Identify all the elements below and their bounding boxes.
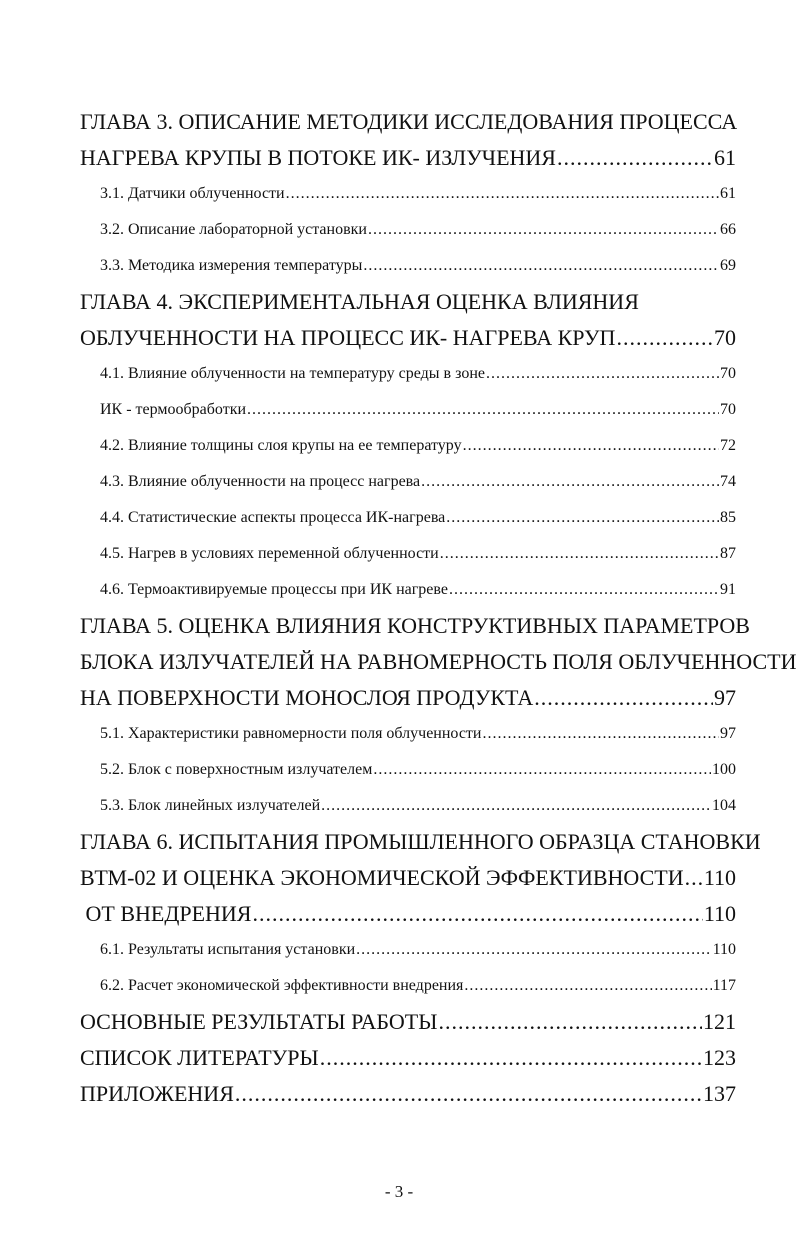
toc-entry[interactable] [80, 572, 736, 608]
toc-entry[interactable] [80, 500, 736, 536]
toc-entry-title: 6.1. Результаты испытания установки [100, 941, 356, 958]
dot-leader [421, 464, 719, 500]
toc-entry-title: ОСНОВНЫЕ РЕЗУЛЬТАТЫ РАБОТЫ [80, 1009, 438, 1034]
toc-entry-title: ОТ ВНЕДРЕНИЯ [80, 901, 252, 926]
toc-entry-title: ИК - термообработки [100, 401, 247, 418]
toc-page-number: 72 [720, 437, 736, 454]
dot-leader [534, 680, 713, 716]
dot-leader [463, 428, 719, 464]
toc-page-number: 70 [714, 325, 736, 350]
toc-entry[interactable] [80, 1040, 736, 1076]
toc-page-number: 110 [712, 941, 736, 958]
toc-page-number: 85 [720, 509, 736, 526]
toc-entry-title: 5.2. Блок с поверхностным излучателем [100, 761, 373, 778]
toc-entry[interactable] [80, 248, 736, 284]
dot-leader [286, 176, 719, 212]
toc-chapter-6-title [80, 824, 761, 860]
toc-entry[interactable] [80, 788, 736, 824]
toc-page-number: 91 [720, 581, 736, 598]
toc-page-number: 100 [712, 761, 736, 778]
dot-leader [446, 500, 719, 536]
toc-entry-title: ГЛАВА 5. ОЦЕНКА ВЛИЯНИЯ КОНСТРУКТИВНЫХ ПАРАМЕТРОВ [80, 613, 750, 638]
toc-entry[interactable] [80, 428, 736, 464]
dot-leader [557, 140, 713, 176]
toc-entry-title: 3.2. Описание лабораторной установки [100, 221, 367, 238]
dot-leader [440, 536, 719, 572]
dot-leader [368, 212, 719, 248]
toc-page-number: 70 [720, 401, 736, 418]
toc-page-number: 110 [703, 901, 736, 926]
toc-entry[interactable] [80, 176, 736, 212]
toc-entry-title: БЛОКА ИЗЛУЧАТЕЛЕЙ НА РАВНОМЕРНОСТЬ ПОЛЯ ОБЛУЧЕННОСТИ [80, 649, 797, 674]
toc-entry[interactable] [80, 320, 736, 356]
toc-entry[interactable] [80, 392, 736, 428]
toc-entry-title: 6.2. Расчет экономической эффективности внедрения [100, 977, 464, 994]
toc-entry-title: 5.3. Блок линейных излучателей [100, 797, 321, 814]
toc-page-number: 137 [703, 1081, 736, 1106]
dot-leader [685, 860, 703, 896]
toc-entry-title: ГЛАВА 6. ИСПЫТАНИЯ ПРОМЫШЛЕННОГО ОБРАЗЦА СТАНОВКИ [80, 829, 761, 854]
dot-leader [486, 356, 719, 392]
toc-entry-title: ВТМ-02 И ОЦЕНКА ЭКОНОМИЧЕСКОЙ ЭФФЕКТИВНОСТИ [80, 865, 684, 890]
dot-leader [252, 896, 702, 932]
toc-page-number: 97 [714, 685, 736, 710]
dot-leader [449, 572, 719, 608]
toc-entry[interactable] [80, 896, 736, 932]
toc-entry-title: 4.5. Нагрев в условиях переменной облученности [100, 545, 439, 562]
dot-leader [247, 392, 719, 428]
toc-entry[interactable] [80, 1004, 736, 1040]
toc-page-number: 121 [703, 1009, 736, 1034]
toc-page-number: 97 [720, 725, 736, 742]
dot-leader [356, 932, 711, 968]
dot-leader [464, 968, 711, 1004]
dot-leader [321, 788, 711, 824]
dot-leader [235, 1076, 702, 1112]
toc-page-number: 110 [703, 865, 736, 890]
toc-entry-title: 4.6. Термоактивируемые процессы при ИК нагреве [100, 581, 448, 598]
toc-chapter-4-title [80, 284, 736, 320]
toc-entry-title: 5.1. Характеристики равномерности поля облученности [100, 725, 482, 742]
toc-page-number: 74 [720, 473, 736, 490]
dot-leader [482, 716, 719, 752]
toc-entry[interactable] [80, 932, 736, 968]
toc-entry[interactable] [80, 968, 736, 1004]
dot-leader [373, 752, 711, 788]
toc-entry-title: СПИСОК ЛИТЕРАТУРЫ [80, 1045, 319, 1070]
toc-entry-title: 3.1. Датчики облученности [100, 185, 285, 202]
toc-chapter-5-title [80, 608, 750, 644]
toc-entry-title: 3.3. Методика измерения температуры [100, 257, 363, 274]
dot-leader [320, 1040, 702, 1076]
toc-entry[interactable] [80, 752, 736, 788]
dot-leader [616, 320, 713, 356]
toc-entry[interactable] [80, 1076, 736, 1112]
toc-entry-title: 4.3. Влияние облученности на процесс нагрева [100, 473, 421, 490]
toc-page-number: 117 [712, 977, 736, 994]
table-of-contents [80, 104, 797, 1112]
toc-page-number: 61 [714, 145, 736, 170]
toc-entry[interactable] [80, 536, 736, 572]
toc-entry[interactable] [80, 140, 736, 176]
toc-entry-title: ГЛАВА 3. ОПИСАНИЕ МЕТОДИКИ ИССЛЕДОВАНИЯ ПРОЦЕССА [80, 109, 738, 134]
toc-entry[interactable] [80, 860, 736, 896]
toc-page-number: 66 [720, 221, 736, 238]
toc-chapter-3-title [80, 104, 736, 140]
toc-page-number: 104 [712, 797, 736, 814]
toc-page-number: 87 [720, 545, 736, 562]
toc-entry-title: ПРИЛОЖЕНИЯ [80, 1081, 234, 1106]
toc-entry[interactable] [80, 212, 736, 248]
toc-page-number: 61 [720, 185, 736, 202]
dot-leader [363, 248, 719, 284]
toc-entry-title: 4.2. Влияние толщины слоя крупы на ее температуру [100, 437, 462, 454]
toc-entry[interactable] [80, 680, 736, 716]
toc-entry-title: ГЛАВА 4. ЭКСПЕРИМЕНТАЛЬНАЯ ОЦЕНКА ВЛИЯНИЯ [80, 289, 639, 314]
toc-entry-title: ОБЛУЧЕННОСТИ НА ПРОЦЕСС ИК- НАГРЕВА КРУП [80, 325, 616, 350]
dot-leader [438, 1004, 702, 1040]
toc-page-number: 123 [703, 1045, 736, 1070]
toc-page-number: 69 [720, 257, 736, 274]
page-number: - 3 - [384, 1182, 414, 1201]
toc-entry[interactable] [80, 356, 736, 392]
toc-entry-title: 4.4. Статистические аспекты процесса ИК-нагрева [100, 509, 446, 526]
toc-entry-title: 4.1. Влияние облученности на температуру среды в зоне [100, 365, 485, 382]
toc-page-number: 70 [720, 365, 736, 382]
toc-chapter-5-title-cont [80, 644, 797, 680]
toc-entry[interactable] [80, 464, 736, 500]
toc-entry[interactable] [80, 716, 736, 752]
toc-entry-title: НА ПОВЕРХНОСТИ МОНОСЛОЯ ПРОДУКТА [80, 685, 534, 710]
toc-entry-title: НАГРЕВА КРУПЫ В ПОТОКЕ ИК- ИЗЛУЧЕНИЯ [80, 145, 556, 170]
